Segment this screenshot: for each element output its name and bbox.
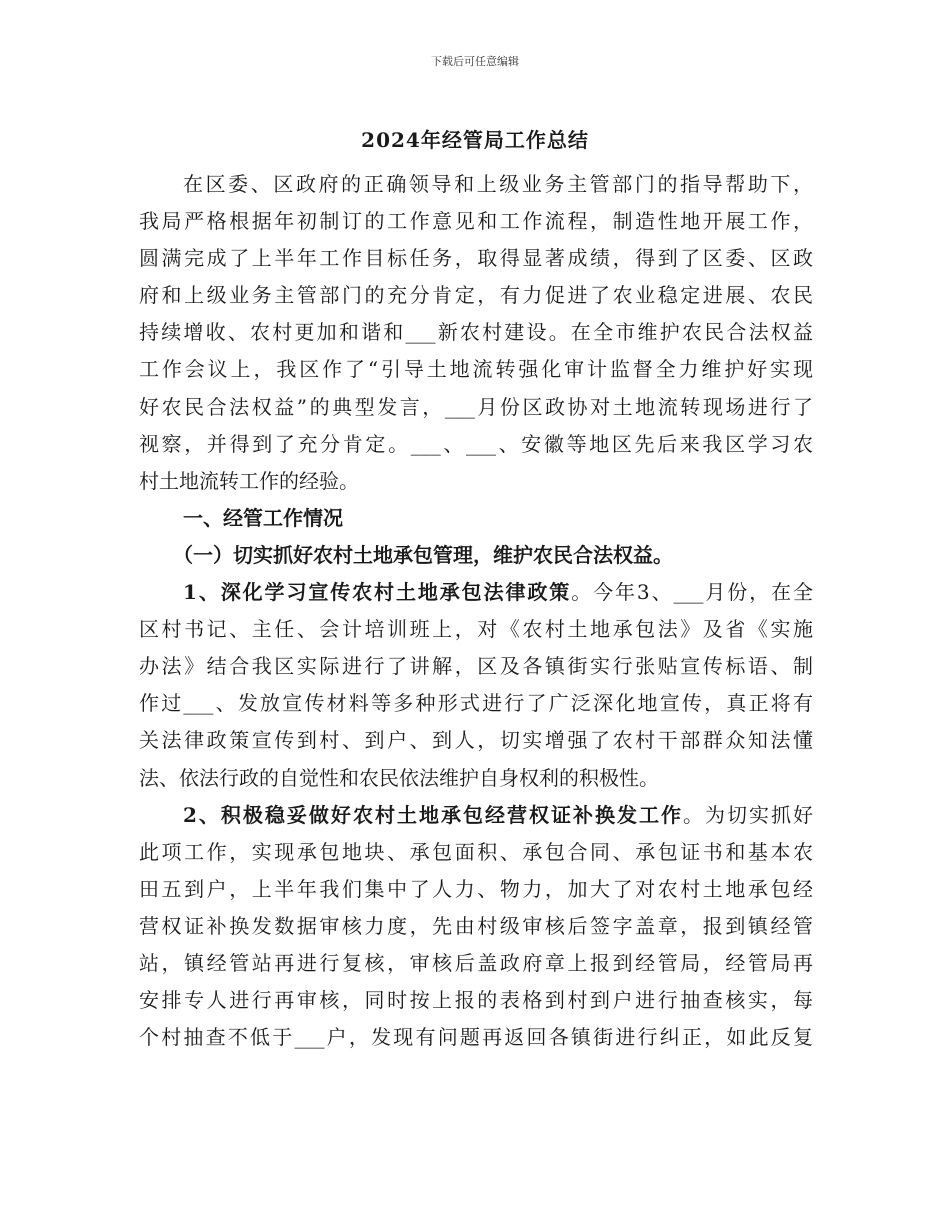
intro-line: 圆满完成了上半年工作目标任务，取得显著成绩，得到了区委、区政 <box>139 246 813 271</box>
item2-bold-lead: 2、积极稳妥做好农村土地承包经营权证补换发工作 <box>183 802 683 827</box>
item2-line: 安排专人进行再审核，同时按上报的表格到村到户进行抽查核实，每 <box>139 988 813 1013</box>
item1-line: 作过___、发放宣传材料等多种形式进行了广泛深化地宣传，真正将有 <box>139 691 813 716</box>
intro-line: 在区委、区政府的正确领导和上级业务主管部门的指导帮助下， <box>183 172 813 196</box>
item1-line: 区村书记、主任、会计培训班上，对《农村土地承包法》及省《实施 <box>139 617 813 642</box>
intro-line: 我局严格根据年初制订的工作意见和工作流程，制造性地开展工作， <box>139 209 813 234</box>
document-title: 2024年经管局工作总结 <box>361 128 589 152</box>
intro-line: 工作会议上，我区作了“引导土地流转强化审计监督全力维护好实现 <box>139 357 813 382</box>
item2-line: 田五到户，上半年我们集中了人力、物力，加大了对农村土地承包经 <box>139 876 813 901</box>
intro-line: 好农民合法权益”的典型发言，___月份区政协对土地流转现场进行了 <box>139 394 813 419</box>
subsection-heading: （一）切实抓好农村土地承包管理，维护农民合法权益。 <box>173 542 673 567</box>
header-note: 下载后可任意编辑 <box>431 55 519 68</box>
item1-line: 办法》结合我区实际进行了讲解，区及各镇街实行张贴宣传标语、制 <box>139 654 813 679</box>
section-heading: 一、经管工作情况 <box>183 505 343 530</box>
item2-line: 个村抽查不低于___户，发现有问题再返回各镇街进行纠正，如此反复 <box>139 1025 813 1050</box>
item2-first-line-rest: 。为切实抓好 <box>682 802 813 827</box>
item2-first-line <box>139 797 813 834</box>
item1-first-line-rest: 。今年3、___月份，在全 <box>571 580 813 605</box>
item1-line: 法、依法行政的自觉性和农民依法维护自身权利的积极性。 <box>139 765 659 790</box>
document-body <box>139 166 813 1056</box>
item1-first-line <box>139 574 813 611</box>
item2-line: 此项工作，实现承包地块、承包面积、承包合同、承包证书和基本农 <box>139 839 813 864</box>
item2-line: 营权证补换发数据审核力度，先由村级审核后签字盖章，报到镇经管 <box>139 913 813 938</box>
intro-line: 持续增收、农村更加和谐和___新农村建设。在全市维护农民合法权益 <box>139 320 813 345</box>
intro-line: 村土地流转工作的经验。 <box>139 468 359 493</box>
item2-line: 站，镇经管站再进行复核，审核后盖政府章上报到经管局，经管局再 <box>139 950 813 975</box>
item1-bold-lead: 1、深化学习宣传农村土地承包法律政策 <box>183 580 572 605</box>
item1-line: 关法律政策宣传到村、到户、到人，切实增强了农村干部群众知法懂 <box>139 728 813 753</box>
intro-line: 府和上级业务主管部门的充分肯定，有力促进了农业稳定进展、农民 <box>139 283 813 308</box>
intro-line: 视察，并得到了充分肯定。___、___、安徽等地区先后来我区学习农 <box>139 431 813 456</box>
